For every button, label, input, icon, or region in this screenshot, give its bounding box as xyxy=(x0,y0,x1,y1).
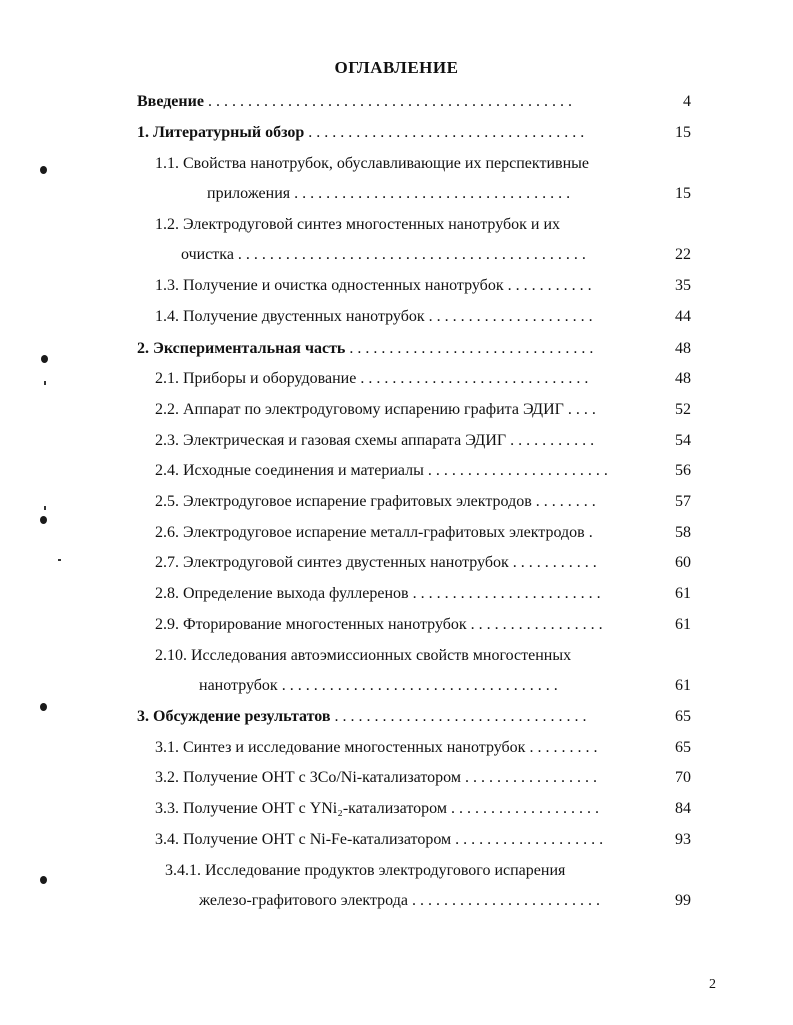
toc-leader-dots: . . . . . . . . . . . . . . . . . . . . . . . . . . . . . . . . . . . xyxy=(290,185,571,202)
toc-entry xyxy=(199,890,648,912)
toc-entry xyxy=(155,614,648,636)
toc-leader-dots: . . . . . . . . . . . . . . . . . . . . . . . . xyxy=(408,585,601,602)
toc-entry xyxy=(199,675,648,697)
toc-entry-title: 2. Экспериментальная часть xyxy=(137,340,346,357)
toc-leader-dots: . . . . . . . . . xyxy=(525,739,598,756)
toc-leader-dots: . . . . . . . . . . . . . . . . . . . . . . . xyxy=(423,462,608,479)
scan-mark xyxy=(40,516,47,524)
toc-entry-title: 1.3. Получение и очистка одностенных нанотрубок xyxy=(155,277,504,294)
scan-mark xyxy=(40,876,47,884)
scan-mark xyxy=(58,559,61,561)
toc-entry-page xyxy=(655,214,691,236)
toc-entry-title: 3.4.1. Исследование продуктов электродугового испарения xyxy=(165,862,566,879)
toc-entry xyxy=(155,399,648,421)
scan-mark xyxy=(44,381,46,385)
toc-leader-dots: . . . . . . . . . . . . . . . . . . . . . . . . . . . . . . . . . . . xyxy=(277,677,558,694)
toc-leader-dots: . . . . . . . . . . . xyxy=(506,432,595,449)
toc-entry-page: 57 xyxy=(675,493,691,510)
toc-entry xyxy=(137,338,648,360)
toc-entry-page xyxy=(655,645,691,667)
toc-entry-page: 4 xyxy=(683,93,691,110)
toc-entry-page: 56 xyxy=(675,462,691,479)
toc-entry-page: 61 xyxy=(675,616,691,633)
toc-entry-title: 2.7. Электродуговой синтез двустенных нанотрубок xyxy=(155,554,509,571)
toc-entry xyxy=(155,767,648,789)
toc-entry-page: 52 xyxy=(675,401,691,418)
toc-entry-title: 2.1. Приборы и оборудование xyxy=(155,370,357,387)
toc-entry xyxy=(155,645,648,667)
toc-entry xyxy=(165,860,648,882)
toc-entry-title: 1.1. Свойства нанотрубок, обуславливающие их перспективные xyxy=(155,155,589,172)
toc-entry xyxy=(155,552,648,574)
toc-entry-page: 48 xyxy=(675,340,691,357)
toc-entry xyxy=(137,706,648,728)
toc-entry-page: 93 xyxy=(675,831,691,848)
toc-leader-dots: . . . . xyxy=(563,401,596,418)
toc-entry xyxy=(181,244,648,266)
toc-entry xyxy=(155,737,648,759)
toc-entry-page: 44 xyxy=(675,308,691,325)
toc-entry-page: 70 xyxy=(675,769,691,786)
toc-entry xyxy=(155,368,648,390)
toc-entry-page xyxy=(655,153,691,175)
toc-entry xyxy=(155,430,648,452)
toc-entry-title: 1. Литературный обзор xyxy=(137,124,305,141)
toc-leader-dots: . . . . . . . . . . . . . . . . . . . . . . . . . . . . . . . . . . . . . . . . . . . . xyxy=(233,246,586,263)
toc-entry xyxy=(155,275,648,297)
toc-heading: ОГЛАВЛЕНИЕ xyxy=(334,58,459,77)
page-number: 2 xyxy=(709,977,716,992)
toc-entry-title: 2.4. Исходные соединения и материалы xyxy=(155,462,424,479)
toc-entry-title: железо-графитового электрода xyxy=(199,892,408,909)
toc-entry xyxy=(155,491,648,513)
toc-entry-page: 35 xyxy=(675,277,691,294)
toc-entry xyxy=(207,183,648,205)
toc-entry xyxy=(155,306,648,328)
toc-leader-dots: . . . . . . . . . . . . . . . . . . . xyxy=(446,800,599,817)
toc-entry xyxy=(155,798,648,820)
toc-entry-page: 65 xyxy=(675,708,691,725)
toc-leader-dots: . xyxy=(584,524,593,541)
toc-entry-title: 3.3. Получение ОНТ с YNi₂-катализатором xyxy=(155,800,447,817)
toc-entry-page: 99 xyxy=(675,892,691,909)
toc-leader-dots: . . . . . . . . . . . . . . . . . . . xyxy=(451,831,604,848)
toc-entry-title: 2.9. Фторирование многостенных нанотрубок xyxy=(155,616,467,633)
toc-leader-dots: . . . . . . . . xyxy=(531,493,596,510)
toc-entry-title: 1.4. Получение двустенных нанотрубок xyxy=(155,308,425,325)
toc-leader-dots: . . . . . . . . . . . xyxy=(503,277,592,294)
toc-entry-page: 48 xyxy=(675,370,691,387)
toc-leader-dots: . . . . . . . . . . . . . . . . . . . . . . . . . . . . . . . . . . . . . . . . . . . . . . xyxy=(203,93,572,110)
toc-entry-title: очистка xyxy=(181,246,234,263)
toc-entry-page: 61 xyxy=(675,585,691,602)
toc-entry-title: 2.3. Электрическая и газовая схемы аппарата ЭДИГ xyxy=(155,432,507,449)
scan-mark xyxy=(40,703,47,711)
toc-entry-title: 2.10. Исследования автоэмиссионных свойств многостенных xyxy=(155,647,572,664)
toc-entry-title: 2.8. Определение выхода фуллеренов xyxy=(155,585,409,602)
toc-entry-page: 84 xyxy=(675,800,691,817)
toc-entry-title: Введение xyxy=(137,93,204,110)
toc-leader-dots: . . . . . . . . . . . . . . . . . xyxy=(460,769,597,786)
toc-entry xyxy=(155,153,648,175)
toc-entry-title: нанотрубок xyxy=(199,677,278,694)
toc-entry-title: 3. Обсуждение результатов xyxy=(137,708,331,725)
toc-entry-title: 3.4. Получение ОНТ с Ni-Fe-катализатором xyxy=(155,831,452,848)
toc-leader-dots: . . . . . . . . . . . . . . . . . . . . . . . . . . . . . . . xyxy=(345,340,594,357)
toc-entry-title: 2.2. Аппарат по электродуговому испарению графита ЭДИГ xyxy=(155,401,564,418)
toc-entry xyxy=(155,829,648,851)
toc-entry-page: 15 xyxy=(675,185,691,202)
toc-entry xyxy=(155,214,648,236)
toc-entry-page: 58 xyxy=(675,524,691,541)
scan-mark xyxy=(44,506,46,510)
toc-entry-page: 65 xyxy=(675,739,691,756)
toc-leader-dots: . . . . . . . . . . . . . . . . . . . . . . . . . . . . . . . . xyxy=(330,708,587,725)
toc-leader-dots: . . . . . . . . . . . . . . . . . . . . . . . . . . . . . xyxy=(356,370,589,387)
scan-mark xyxy=(41,355,48,363)
scan-mark xyxy=(40,166,47,174)
toc-entry-page: 60 xyxy=(675,554,691,571)
toc-leader-dots: . . . . . . . . . . . xyxy=(508,554,597,571)
toc-entry xyxy=(155,522,648,544)
toc-leader-dots: . . . . . . . . . . . . . . . . . . . . . . . . xyxy=(407,892,600,909)
toc-leader-dots: . . . . . . . . . . . . . . . . . . . . . . . . . . . . . . . . . . . xyxy=(304,124,585,141)
toc-entry-title: 3.1. Синтез и исследование многостенных нанотрубок xyxy=(155,739,526,756)
toc-entry-title: 2.6. Электродуговое испарение металл-графитовых электродов xyxy=(155,524,585,541)
toc-entry-page: 15 xyxy=(675,124,691,141)
toc-leader-dots: . . . . . . . . . . . . . . . . . xyxy=(466,616,603,633)
toc-entry xyxy=(155,460,648,482)
toc-entry-title: 2.5. Электродуговое испарение графитовых электродов xyxy=(155,493,532,510)
toc-entry-page xyxy=(655,860,691,882)
toc-entry xyxy=(137,122,648,144)
toc-entry-page: 61 xyxy=(675,677,691,694)
toc-entry xyxy=(155,583,648,605)
toc-entry-title: приложения xyxy=(207,185,291,202)
toc-entry-page: 22 xyxy=(675,246,691,263)
toc-entry xyxy=(137,91,648,113)
toc-entry-title: 1.2. Электродуговой синтез многостенных нанотрубок и их xyxy=(155,216,561,233)
toc-leader-dots: . . . . . . . . . . . . . . . . . . . . . xyxy=(424,308,593,325)
toc-entry-page: 54 xyxy=(675,432,691,449)
toc-entry-title: 3.2. Получение ОНТ с 3Co/Ni-катализатором xyxy=(155,769,461,786)
